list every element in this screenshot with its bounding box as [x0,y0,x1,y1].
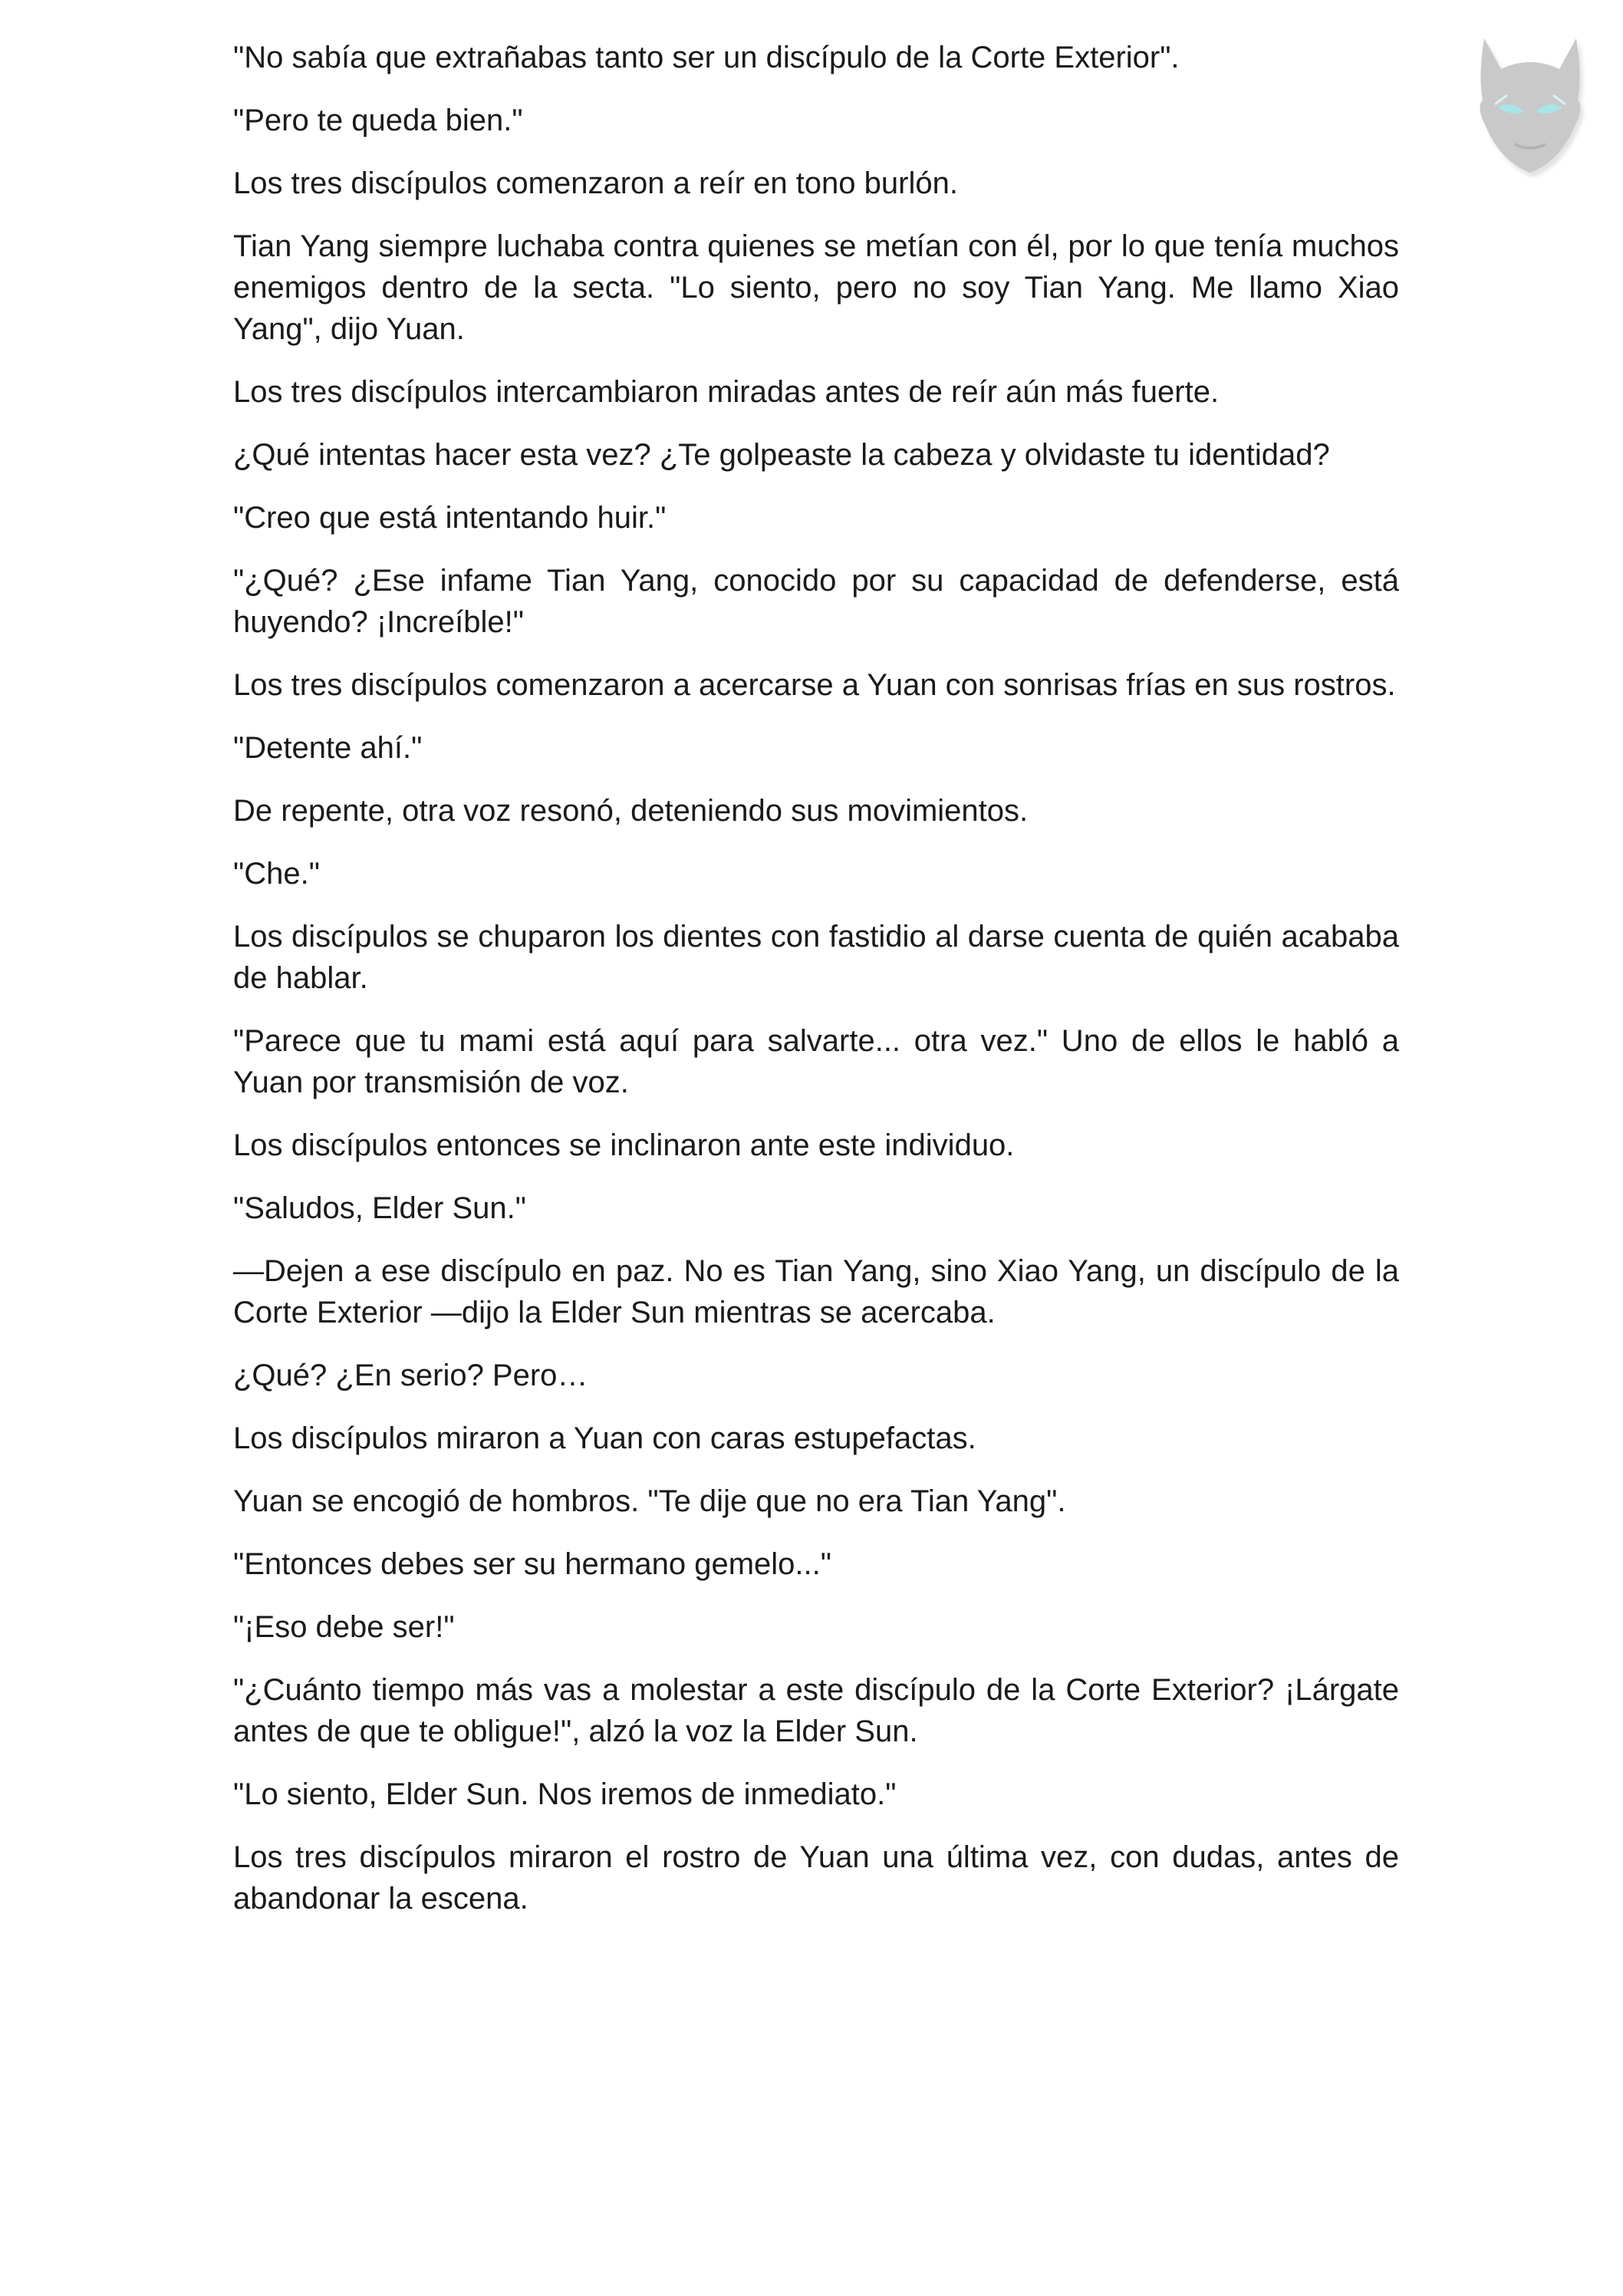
paragraph: "¿Qué? ¿Ese infame Tian Yang, conocido por su capacidad de defenderse, está huyendo? ¡Increíble!" [233,564,1399,639]
paragraph: Los tres discípulos miraron el rostro de Yuan una última vez, con dudas, antes de abandonar la escena. [233,1840,1399,1916]
paragraph: ¿Qué? ¿En serio? Pero… [233,1359,588,1392]
paragraph: "Parece que tu mami está aquí para salvarte... otra vez." Uno de ellos le habló a Yuan por transmisión de voz. [233,1024,1399,1099]
paragraph: Los tres discípulos comenzaron a acercarse a Yuan con sonrisas frías en sus rostros. [233,668,1396,702]
paragraph: "Saludos, Elder Sun." [233,1191,526,1225]
paragraph: "Lo siento, Elder Sun. Nos iremos de inmediato." [233,1777,897,1811]
paragraph: Tian Yang siempre luchaba contra quienes se metían con él, por lo que tenía muchos enemigos dentro de la secta. "Lo siento, pero no soy Tian Yang. Me llamo Xiao Yang", dijo Yuan. [233,229,1399,346]
paragraph: "Detente ahí." [233,731,423,765]
paragraph: Yuan se encogió de hombros. "Te dije que no era Tian Yang". [233,1484,1066,1518]
paragraph: ¿Qué intentas hacer esta vez? ¿Te golpeaste la cabeza y olvidaste tu identidad? [233,438,1330,472]
paragraph: —Dejen a ese discípulo en paz. No es Tian Yang, sino Xiao Yang, un discípulo de la Corte Exterior —dijo la Elder Sun mientras se acercaba. [233,1254,1399,1329]
paragraph: "Pero te queda bien." [233,104,523,137]
paragraph: "Entonces debes ser su hermano gemelo..." [233,1547,831,1581]
paragraph: Los discípulos miraron a Yuan con caras estupefactas. [233,1421,976,1455]
paragraph: Los tres discípulos intercambiaron miradas antes de reír aún más fuerte. [233,375,1220,409]
paragraph: Los discípulos entonces se inclinaron ante este individuo. [233,1128,1015,1162]
paragraph: "No sabía que extrañabas tanto ser un discípulo de la Corte Exterior". [233,41,1180,74]
paragraph: Los discípulos se chuparon los dientes con fastidio al darse cuenta de quién acababa de hablar. [233,920,1399,995]
paragraph: "Che." [233,857,320,891]
paragraph: Los tres discípulos comenzaron a reír en tono burlón. [233,166,958,200]
demon-head-watermark-icon [1453,15,1607,184]
chapter-text [233,37,1399,1941]
paragraph: "¡Eso debe ser!" [233,1610,455,1644]
paragraph: "¿Cuánto tiempo más vas a molestar a este discípulo de la Corte Exterior? ¡Lárgate antes de que te obligue!", alzó la voz la Elder Sun. [233,1673,1399,1748]
paragraph: De repente, otra voz resonó, deteniendo sus movimientos. [233,794,1029,828]
paragraph: "Creo que está intentando huir." [233,501,667,535]
